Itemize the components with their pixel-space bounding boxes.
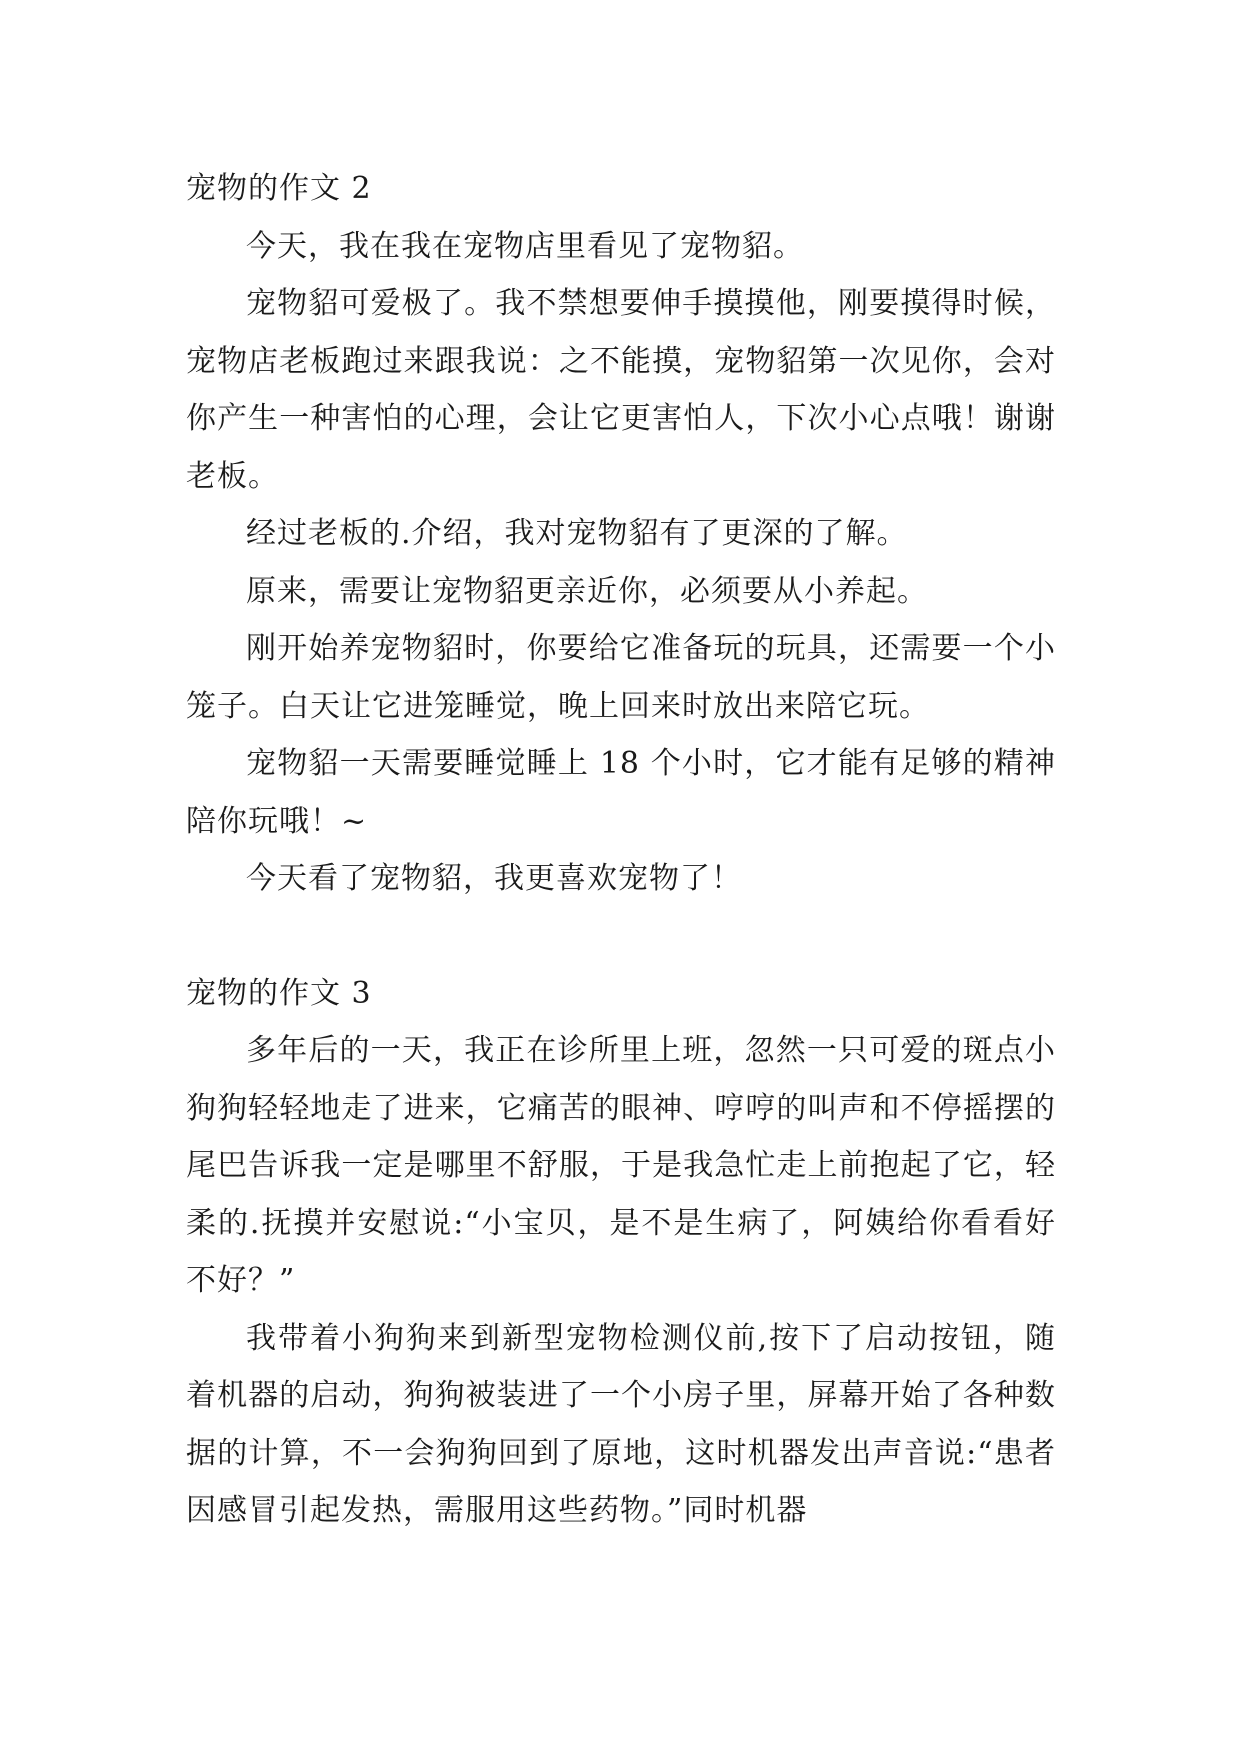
paragraph: 今天，我在我在宠物店里看见了宠物貂。 (246, 228, 804, 264)
document-body (186, 160, 1056, 1540)
essay-section-2 (186, 160, 1056, 908)
paragraph: 刚开始养宠物貂时，你要给它准备玩的玩具，还需要一个小笼子。白天让它进笼睡觉，晚上回来时放出来陪它玩。 (186, 631, 1056, 724)
section-title: 宠物的作文 3 (186, 975, 372, 1011)
section-title: 宠物的作文 2 (186, 171, 372, 206)
paragraph: 宠物貂可爱极了。我不禁想要伸手摸摸他，刚要摸得时候，宠物店老板跑过来跟我说：之不能摸，宠物貂第一次见你，会对你产生一种害怕的心理，会让它更害怕人，下次小心点哦！谢谢老板。 (186, 286, 1056, 494)
paragraph: 今天看了宠物貂，我更喜欢宠物了！ (246, 861, 742, 896)
paragraph: 多年后的一天，我正在诊所里上班，忽然一只可爱的斑点小狗狗轻轻地走了进来，它痛苦的眼神、哼哼的叫声和不停摇摆的尾巴告诉我一定是哪里不舒服，于是我急忙走上前抱起了它，轻柔的.抚摸并安慰说:“小宝贝，是不是生病了，阿姨给你看看好不好？” (186, 1033, 1056, 1298)
paragraph: 经过老板的.介绍，我对宠物貂有了更深的了解。 (246, 516, 908, 551)
paragraph: 我带着小狗狗来到新型宠物检测仪前,按下了启动按钮，随着机器的启动，狗狗被装进了一个小房子里，屏幕开始了各种数据的计算，不一会狗狗回到了原地，这时机器发出声音说:“患者因感冒引起发热，需服用这些药物。”同时机器 (186, 1320, 1056, 1528)
section-spacer (186, 908, 1056, 965)
paragraph: 宠物貂一天需要睡觉睡上 18 个小时，它才能有足够的精神陪你玩哦！~ (186, 746, 1056, 839)
paragraph: 原来，需要让宠物貂更亲近你，必须要从小养起。 (246, 573, 928, 609)
essay-section-3 (186, 965, 1056, 1540)
